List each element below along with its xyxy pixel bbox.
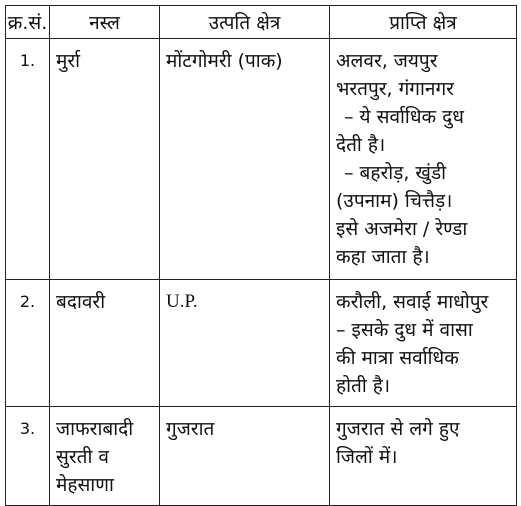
cell-area (330, 280, 517, 407)
area-line: अलवर, जयपुर (336, 50, 438, 72)
cell-area (330, 407, 517, 506)
cell-serial (6, 407, 50, 506)
cell-serial (6, 39, 50, 280)
breed-name: बदावरी (56, 291, 106, 313)
cell-breed (50, 407, 160, 506)
cell-breed (50, 39, 160, 280)
area-line: (उपनाम) चित्तैड़। (336, 190, 453, 212)
origin-region: U.P. (166, 291, 198, 312)
area-line: – ये सर्वाधिक दुध (344, 106, 464, 128)
header-row (6, 6, 517, 39)
area-line: – बहरोड़, खुंडी (344, 162, 447, 184)
table-row (6, 280, 517, 407)
cell-area (330, 39, 517, 280)
area-line: करौली, सवाई माधोपुर (336, 291, 489, 313)
cell-origin (160, 280, 330, 407)
serial-number: 1. (19, 51, 36, 70)
breed-name: जाफराबादी (56, 418, 134, 440)
cell-breed (50, 280, 160, 407)
breed-name: मुर्रा (56, 50, 81, 72)
origin-region: गुजरात (166, 418, 215, 440)
area-line: की मात्रा सर्वाधिक (336, 347, 459, 369)
serial-number: 2. (19, 292, 36, 311)
cell-origin (160, 407, 330, 506)
header-origin: उत्पति क्षेत्र (160, 6, 330, 39)
area-line: होती है। (336, 375, 391, 397)
buffalo-breeds-table (5, 5, 517, 506)
header-breed: नस्ल (50, 6, 160, 39)
breed-name: सुरती व (56, 446, 109, 468)
area-line: देती है। (336, 134, 386, 156)
cell-origin (160, 39, 330, 280)
origin-region: मोंटगोमरी (पाक) (166, 50, 283, 72)
area-line: गुजरात से लगे हुए (336, 418, 460, 440)
area-line: कहा जाता है। (336, 246, 430, 268)
header-serial: क्र.सं. (6, 6, 50, 39)
header-area: प्राप्ति क्षेत्र (330, 6, 517, 39)
cell-serial (6, 280, 50, 407)
table-row (6, 407, 517, 506)
area-line: भरतपुर, गंगानगर (336, 78, 454, 100)
area-line: जिलों में। (336, 446, 398, 468)
breed-name: मेहसाणा (56, 474, 114, 496)
area-line: इसे अजमेरा / रेण्डा (336, 218, 468, 240)
serial-number: 3. (19, 419, 36, 438)
area-line: – इसके दुध में वासा (336, 319, 473, 341)
table-row (6, 39, 517, 280)
